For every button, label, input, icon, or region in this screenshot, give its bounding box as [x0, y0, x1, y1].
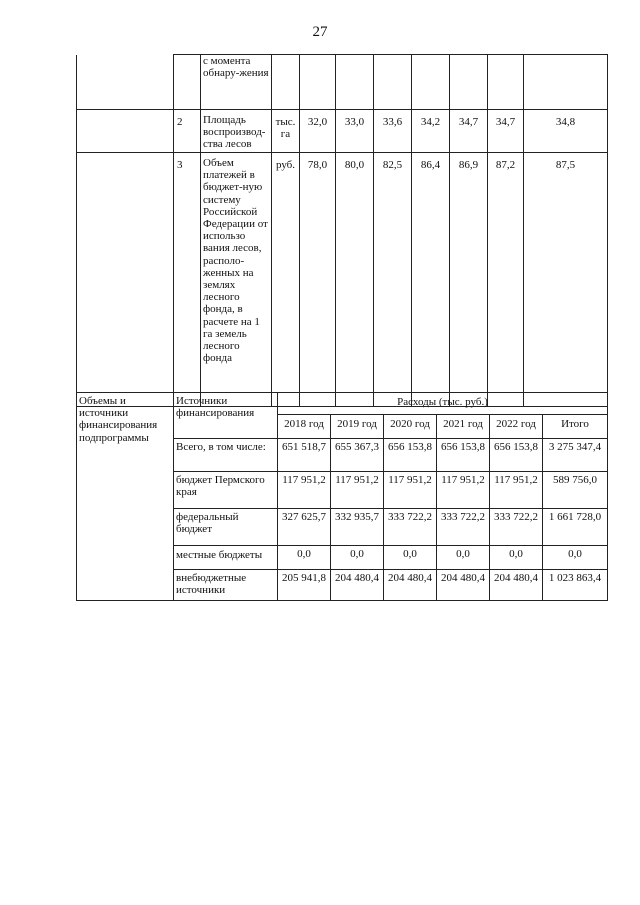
- empty-cell: [77, 110, 174, 153]
- year-header: 2021 год: [437, 415, 490, 439]
- indicator-value: [412, 55, 450, 110]
- finance-value: 117 951,2: [437, 472, 490, 509]
- finance-source: местные бюджеты: [174, 546, 278, 570]
- finance-value: 656 153,8: [384, 439, 437, 472]
- page-number: 27: [312, 24, 328, 40]
- finance-value: 117 951,2: [384, 472, 437, 509]
- year-header: 2019 год: [331, 415, 384, 439]
- finance-value: 656 153,8: [490, 439, 543, 472]
- finance-total: 0,0: [543, 546, 608, 570]
- indicator-value: 33,0: [336, 110, 374, 153]
- finance-source: бюджет Пермского края: [174, 472, 278, 509]
- indicator-row: [77, 110, 608, 153]
- empty-cell: [77, 153, 174, 407]
- finance-value: 651 518,7: [278, 439, 331, 472]
- year-header: 2022 год: [490, 415, 543, 439]
- finance-value: 333 722,2: [384, 509, 437, 546]
- finance-value: 655 367,3: [331, 439, 384, 472]
- finance-value: 117 951,2: [490, 472, 543, 509]
- indicator-unit: тыс. га: [272, 110, 300, 153]
- finance-value: 333 722,2: [437, 509, 490, 546]
- indicator-index: 3: [174, 153, 201, 407]
- finance-row-label: Объемы и источники финансирования подпрограммы: [77, 393, 174, 601]
- finance-value: 656 153,8: [437, 439, 490, 472]
- finance-value: 204 480,4: [331, 570, 384, 601]
- finance-value: 0,0: [331, 546, 384, 570]
- year-header: 2018 год: [278, 415, 331, 439]
- finance-value: 204 480,4: [490, 570, 543, 601]
- indicator-value: 87,2: [488, 153, 524, 407]
- indicator-index: 2: [174, 110, 201, 153]
- indicator-value: [300, 55, 336, 110]
- finance-source: внебюджетные источники: [174, 570, 278, 601]
- indicator-name: Площадь воспроизвод-ства лесов: [201, 110, 272, 153]
- indicator-value: 32,0: [300, 110, 336, 153]
- finance-value: 327 625,7: [278, 509, 331, 546]
- indicator-unit: руб.: [272, 153, 300, 407]
- finance-value: 117 951,2: [331, 472, 384, 509]
- indicator-total: [524, 55, 608, 110]
- finance-source: Всего, в том числе:: [174, 439, 278, 472]
- indicator-total: 34,8: [524, 110, 608, 153]
- finance-header-row: [77, 393, 608, 415]
- finance-value: 332 935,7: [331, 509, 384, 546]
- sources-header: Источники финансирования: [174, 393, 278, 439]
- finance-value: 0,0: [384, 546, 437, 570]
- finance-total: 589 756,0: [543, 472, 608, 509]
- indicator-value: 82,5: [374, 153, 412, 407]
- finance-source: федеральный бюджет: [174, 509, 278, 546]
- indicator-value: 86,4: [412, 153, 450, 407]
- indicator-value: 34,7: [488, 110, 524, 153]
- finance-value: 0,0: [490, 546, 543, 570]
- indicator-row: [77, 55, 608, 110]
- indicator-value: 34,2: [412, 110, 450, 153]
- finance-value: 205 941,8: [278, 570, 331, 601]
- total-header: Итого: [543, 415, 608, 439]
- indicator-value: [450, 55, 488, 110]
- expenses-header: Расходы (тыс. руб.): [278, 393, 608, 415]
- indicator-value: [336, 55, 374, 110]
- indicator-row: [77, 153, 608, 407]
- indicators-table: [76, 54, 608, 407]
- empty-cell: [77, 55, 174, 110]
- finance-total: 1 661 728,0: [543, 509, 608, 546]
- finance-table: [76, 392, 608, 601]
- year-header: 2020 год: [384, 415, 437, 439]
- indicator-value: 33,6: [374, 110, 412, 153]
- indicator-name: Объем платежей в бюджет-ную систему Российской Федерации от использо вания лесов, располо-женных на землях лесного фонда, в расчете на 1 га земель лесного фонда: [201, 153, 272, 407]
- indicator-name: с момента обнару-жения: [201, 55, 272, 110]
- finance-total: 3 275 347,4: [543, 439, 608, 472]
- indicator-total: 87,5: [524, 153, 608, 407]
- indicator-value: 78,0: [300, 153, 336, 407]
- indicator-value: [374, 55, 412, 110]
- indicator-value: 80,0: [336, 153, 374, 407]
- indicator-unit: [272, 55, 300, 110]
- indicator-value: [488, 55, 524, 110]
- finance-value: 0,0: [278, 546, 331, 570]
- indicator-index: [174, 55, 201, 110]
- finance-value: 204 480,4: [437, 570, 490, 601]
- finance-value: 204 480,4: [384, 570, 437, 601]
- indicator-value: 86,9: [450, 153, 488, 407]
- indicator-value: 34,7: [450, 110, 488, 153]
- finance-total: 1 023 863,4: [543, 570, 608, 601]
- finance-value: 0,0: [437, 546, 490, 570]
- finance-value: 333 722,2: [490, 509, 543, 546]
- finance-value: 117 951,2: [278, 472, 331, 509]
